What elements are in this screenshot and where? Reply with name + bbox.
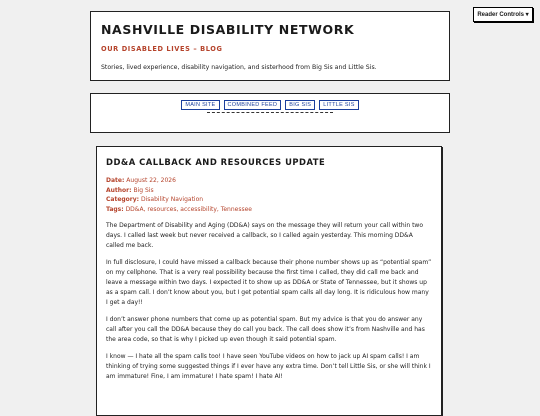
- site-subtitle: OUR DISABLED LIVES – BLOG: [101, 45, 223, 53]
- meta-date-value: August 22, 2026: [126, 177, 176, 184]
- nav-divider: [207, 112, 333, 113]
- post-paragraph: The Department of Disability and Aging (DD&A) says on the message they will return your call within two days. I called last week but never received a callback, so I called again yesterday. This morning DD&A called me back.: [106, 222, 424, 249]
- nav-little-sis[interactable]: LITTLE SIS: [319, 100, 358, 110]
- blog-post: [96, 146, 442, 416]
- meta-tags: [106, 205, 432, 215]
- meta-tags-value[interactable]: DD&A, resources, accessibility, Tennessee: [125, 205, 252, 213]
- meta-date-label: Date:: [106, 177, 125, 184]
- nav-combined-feed[interactable]: COMBINED FEED: [224, 100, 282, 110]
- post-title: DD&A CALLBACK AND RESOURCES UPDATE: [106, 157, 326, 167]
- nav-main-site[interactable]: MAIN SITE: [181, 100, 219, 110]
- meta-date: [106, 176, 432, 186]
- post-body: [106, 221, 432, 382]
- post-paragraph: I know — I hate all the spam calls too! I have seen YouTube videos on how to jack up AI spam calls! I am thinking of trying some suggested things if I ever have any extra time. Don’t tell Little Sis, or she will think I am immature! Fine, I am immature! I hate spam! I hate AI!: [106, 353, 431, 380]
- site-header: [90, 11, 450, 81]
- reader-controls-button[interactable]: Reader Controls ▾: [473, 7, 533, 22]
- site-title: NASHVILLE DISABILITY NETWORK: [101, 22, 355, 37]
- meta-category-label: Category:: [106, 196, 140, 203]
- site-nav: [90, 93, 450, 133]
- meta-author-value[interactable]: Big Sis: [133, 186, 154, 194]
- meta-category: [106, 195, 432, 205]
- meta-author-label: Author:: [106, 186, 132, 194]
- meta-tags-label: Tags:: [106, 205, 124, 213]
- post-meta: [106, 176, 432, 214]
- post-paragraph: I don’t answer phone numbers that come up as potential spam. But my advice is that you do answer any call after you call the DD&A because they do call you back. The call does show it’s from Nashville and has the area code, so that is why I picked up even though it said potential spam.: [106, 316, 425, 343]
- meta-author: [106, 186, 432, 196]
- meta-category-value[interactable]: Disability Navigation: [141, 196, 204, 203]
- nav-big-sis[interactable]: BIG SIS: [285, 100, 315, 110]
- post-paragraph: In full disclosure, I could have missed a callback because their phone number shows up as “potential spam” on my cellphone. That is a very real possibility because the first time I called, they did call me back and leave a message within two days. I expected it to show up as DD&A or State of Tennessee, but it shows up as a spam call. I don’t know about you, but I get potential spam calls all day long. It is ridiculous how many I get a day!!: [106, 259, 432, 306]
- site-description: Stories, lived experience, disability navigation, and sisterhood from Big Sis and Little Sis.: [101, 64, 377, 71]
